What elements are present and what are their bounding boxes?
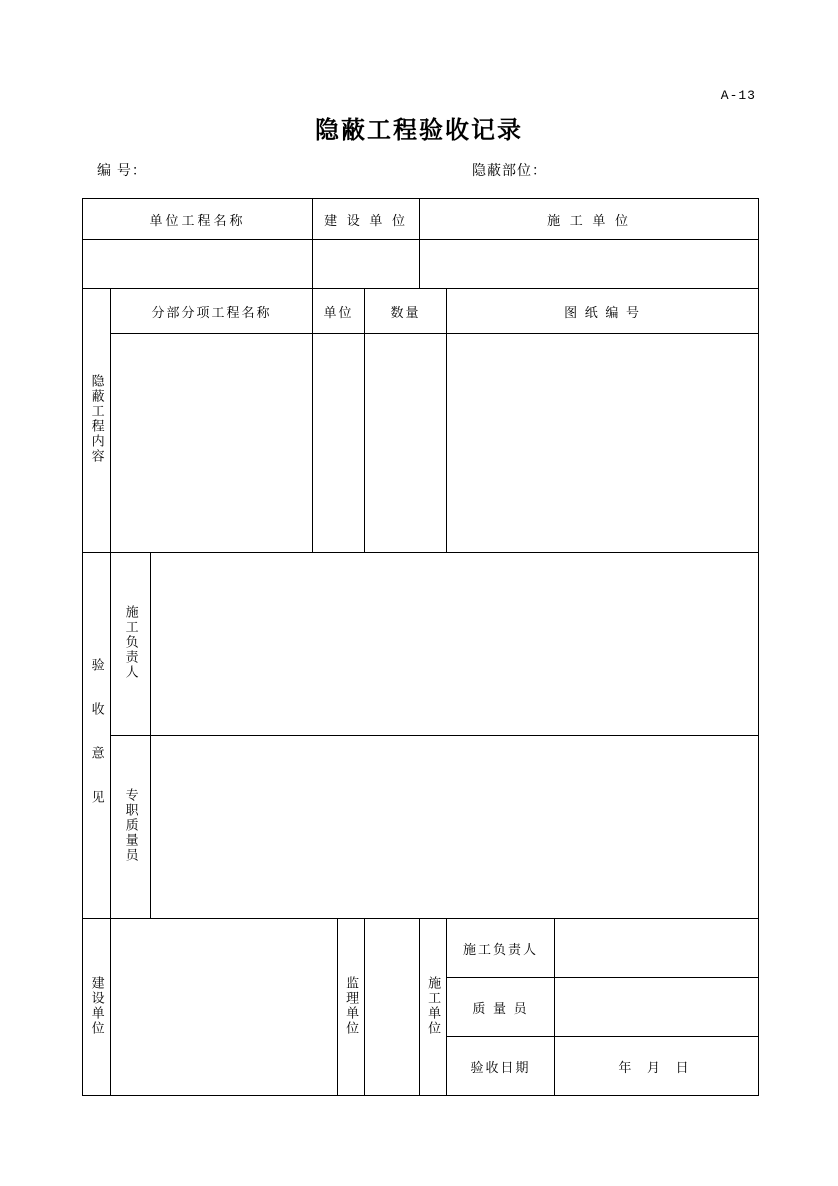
column-drawing-number: 图 纸 编 号 xyxy=(447,289,759,334)
footer-label-construction-unit xyxy=(83,919,111,1096)
opinion-row-quality-officer xyxy=(83,736,759,919)
footer-row-construction-leader xyxy=(83,919,759,978)
sign-label-acceptance-date: 验收日期 xyxy=(447,1037,555,1096)
footer-label-contractor-unit xyxy=(420,919,447,1096)
opinion-label-quality-officer-text: 专职质量员 xyxy=(123,788,139,863)
content-columns-row xyxy=(83,289,759,334)
table-header-row xyxy=(83,199,759,240)
page-title: 隐蔽工程验收记录 xyxy=(315,117,523,144)
content-side-label xyxy=(83,289,111,553)
value-contractor-unit[interactable] xyxy=(420,240,759,289)
footer-label-contractor-unit-text: 施工单位 xyxy=(426,975,442,1036)
number-label: 编 号： xyxy=(97,162,147,178)
opinion-side-label-text: 验 收 意 见 xyxy=(89,657,105,811)
sign-value-quality-officer[interactable] xyxy=(555,978,759,1037)
value-sub-item-name[interactable] xyxy=(111,334,313,553)
opinion-value-quality-officer[interactable] xyxy=(151,736,759,919)
footer-value-construction-unit[interactable] xyxy=(111,919,338,1096)
form-code: A-13 xyxy=(720,88,756,103)
footer-label-supervision-unit-text: 监理单位 xyxy=(344,975,360,1036)
header-construction-unit: 建 设 单 位 xyxy=(313,199,420,240)
opinion-row-construction-leader xyxy=(83,553,759,736)
footer-label-construction-unit-text: 建设单位 xyxy=(89,975,105,1036)
column-unit: 单位 xyxy=(313,289,365,334)
meta-row xyxy=(82,160,758,182)
header-contractor-unit: 施 工 单 位 xyxy=(420,199,759,240)
value-quantity[interactable] xyxy=(365,334,447,553)
inspection-record-table xyxy=(82,198,759,1096)
table-header-values-row xyxy=(83,240,759,289)
opinion-label-construction-leader xyxy=(111,553,151,736)
opinion-value-construction-leader[interactable] xyxy=(151,553,759,736)
value-unit-project-name[interactable] xyxy=(83,240,313,289)
column-sub-item-name: 分部分项工程名称 xyxy=(111,289,313,334)
sign-value-construction-leader[interactable] xyxy=(555,919,759,978)
opinion-side-label xyxy=(83,553,111,919)
footer-label-supervision-unit xyxy=(338,919,365,1096)
value-construction-unit[interactable] xyxy=(313,240,420,289)
column-quantity: 数量 xyxy=(365,289,447,334)
opinion-label-construction-leader-text: 施工负责人 xyxy=(123,605,139,680)
value-drawing-number[interactable] xyxy=(447,334,759,553)
header-unit-project-name: 单位工程名称 xyxy=(83,199,313,240)
sign-label-construction-leader: 施工负责人 xyxy=(447,919,555,978)
sign-label-quality-officer: 质 量 员 xyxy=(447,978,555,1037)
content-side-label-text: 隐蔽工程内容 xyxy=(89,374,105,464)
value-unit[interactable] xyxy=(313,334,365,553)
footer-value-supervision-unit[interactable] xyxy=(365,919,420,1096)
content-values-row xyxy=(83,334,759,553)
hidden-position-label: 隐蔽部位： xyxy=(472,162,547,178)
sign-value-acceptance-date[interactable]: 年 月 日 xyxy=(555,1037,759,1096)
opinion-label-quality-officer xyxy=(111,736,151,919)
